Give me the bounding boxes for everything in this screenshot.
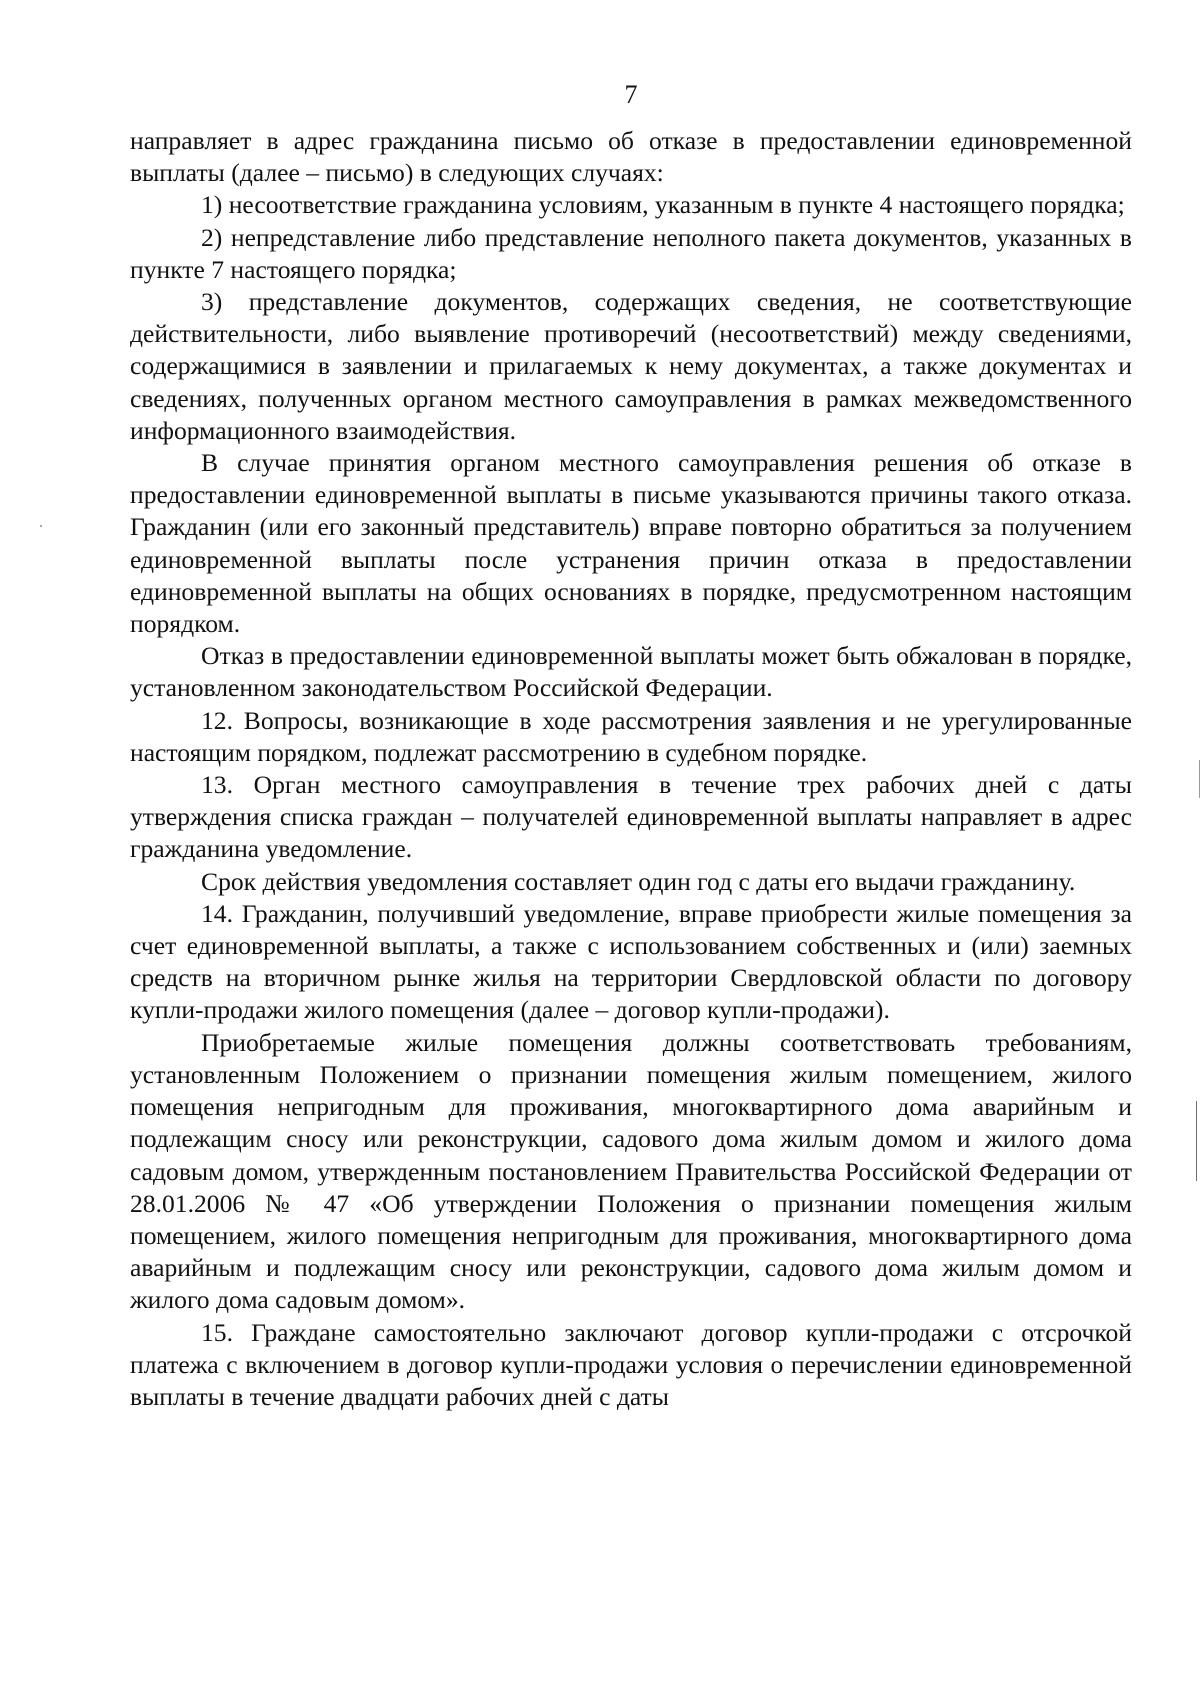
scan-dot-left — [40, 525, 42, 527]
paragraph-item-15: 15. Граждане самостоятельно заключают договор купли-продажи с отсрочкой платежа с включением в договор купли-продажи условия о перечислении единовременной выплаты в течение двадцати рабочих дней с даты — [130, 1317, 1132, 1411]
page-number: 7 — [624, 80, 638, 109]
paragraph-refusal-intro: направляет в адрес гражданина письмо об отказе в предоставлении единовременной выплаты (далее – письмо) в следующих случаях: — [130, 126, 1132, 188]
paragraph-item-14: 14. Гражданин, получивший уведомление, вправе приобрести жилые помещения за счет единовременной выплаты, а также с использованием собственных и (или) заемных средств на вторичном рынке жилья на территории Свердловской области по договору купли-продажи жилого помещения (далее – договор купли-продажи). — [130, 898, 1132, 1025]
paragraph-case-3: 3) представление документов, содержащих сведения, не соответствующие действительности, либо выявление противоречий (несоответствий) между сведениями, содержащимися в заявлении и прилагаемых к нему документах, а также документах и сведениях, полученных органом местного самоуправления в рамках межведомственного информационного взаимодействия. — [130, 287, 1132, 445]
paragraph-case-2: 2) непредставление либо представление неполного пакета документов, указанных в пункте 7 настоящего порядка; — [130, 222, 1132, 284]
document-body — [130, 125, 1132, 1413]
paragraph-refusal-appeal: Отказ в предоставлении единовременной выплаты может быть обжалован в порядке, установленном законодательством Российской Федерации. — [130, 641, 1132, 703]
paragraph-notice-validity: Срок действия уведомления составляет один год с даты его выдачи гражданину. — [201, 866, 1076, 896]
paragraph-housing-requirements: Приобретаемые жилые помещения должны соответствовать требованиям, установленным Положением о признании помещения жилым помещением, жилого помещения непригодным для проживания, многоквартирного дома аварийным и подлежащим сносу или реконструкции, садового дома жилым домом и жилого дома садовым домом, утвержденным постановлением Правительства Российской Федерации от 28.01.2006 № 47 «Об утверждении Положения о признании помещения жилым помещением, жилого помещения непригодным для проживания, многоквартирного дома аварийным и подлежащим сносу или реконструкции, садового дома жилым домом и жилого дома садовым домом». — [130, 1027, 1132, 1315]
paragraph-case-1: 1) несоответствие гражданина условиям, указанным в пункте 4 настоящего порядка; — [201, 190, 1125, 220]
paragraph-item-12: 12. Вопросы, возникающие в ходе рассмотрения заявления и не урегулированные настоящим порядком, подлежат рассмотрению в судебном порядке. — [130, 705, 1132, 767]
paragraph-item-13: 13. Орган местного самоуправления в течение трех рабочих дней с даты утверждения списка граждан – получателей единовременной выплаты направляет в адрес гражданина уведомление. — [130, 770, 1132, 864]
paragraph-refusal-reasons: В случае принятия органом местного самоуправления решения об отказе в предоставлении единовременной выплаты в письме указываются причины такого отказа. Гражданин (или его законный представитель) вправе повторно обратиться за получением единовременной выплаты после устранения причин отказа в предоставлении единовременной выплаты на общих основаниях в порядке, предусмотренном настоящим порядком. — [130, 448, 1132, 639]
scan-mark-lower — [1196, 1101, 1197, 1181]
